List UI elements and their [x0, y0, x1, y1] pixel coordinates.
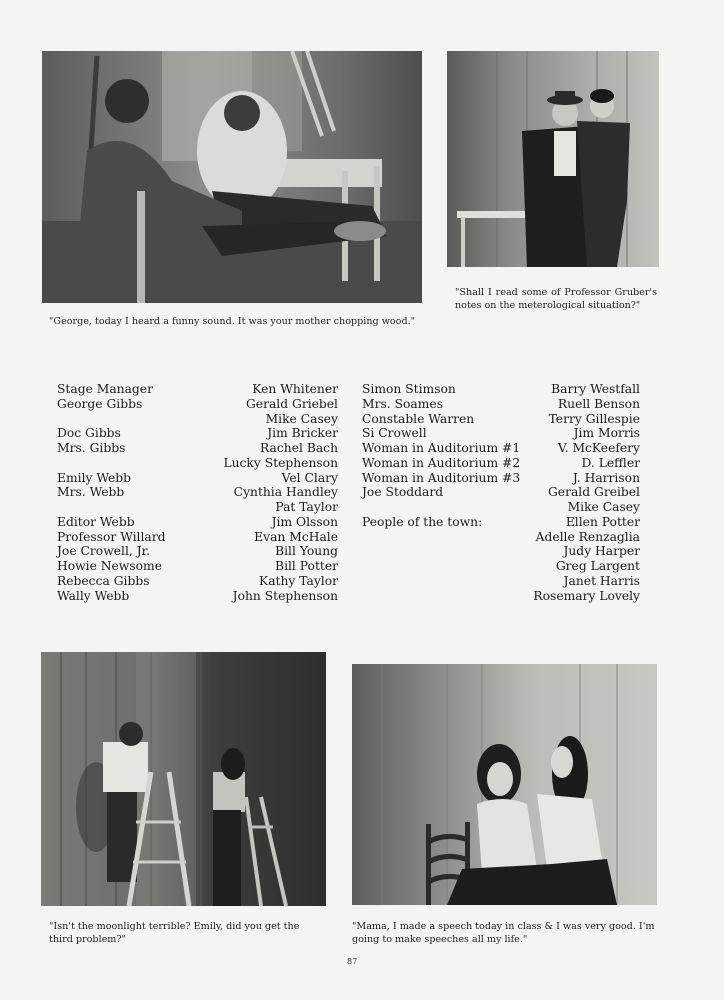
photo-caption: "George, today I heard a funny sound. It was your mother chopping wood." [49, 316, 416, 327]
photo-caption: "Mama, I made a speech today in class & I was very good. I'm going to make speeches all my life." [352, 921, 655, 945]
role-name: Emily Webb [57, 470, 132, 485]
actor-name: John Stephenson [232, 588, 338, 603]
cast-row [57, 589, 338, 604]
actor-name: Kathy Taylor [259, 573, 338, 588]
actor-name: Lucky Stephenson [223, 455, 338, 470]
actor-name: Rachel Bach [260, 441, 338, 455]
cast-row [57, 574, 338, 589]
role-name: Mrs. Webb [57, 485, 125, 500]
stage-scene-image [42, 51, 422, 303]
role-name: Joe Stoddard [362, 485, 444, 500]
role-name: Constable Warren [362, 411, 475, 426]
cast-row [362, 559, 640, 574]
cast-row [362, 500, 640, 515]
role-name: Professor Willard [57, 529, 166, 544]
cast-row [57, 426, 338, 441]
stage-scene-image [352, 664, 657, 905]
role-name: Mrs. Gibbs [57, 441, 126, 455]
photo-caption: "Shall I read some of Professor Gruber's notes on the meterological situation?" [455, 287, 657, 311]
actor-name: Bill Young [275, 544, 338, 559]
cast-row [57, 471, 338, 486]
actor-name: Cynthia Handley [233, 485, 338, 500]
photo-caption: "Isn't the moonlight terrible? Emily, did you get the third problem?" [49, 921, 300, 945]
actor-name: Vel Clary [281, 470, 338, 485]
cast-row [57, 382, 338, 397]
actor-name: Ken Whitener [252, 382, 338, 396]
actor-name: Ellen Potter [565, 514, 640, 529]
cast-row [57, 515, 338, 530]
actor-name: Adelle Renzaglia [535, 529, 640, 544]
actor-name: Jim Olsson [271, 514, 338, 529]
cast-row [57, 544, 338, 559]
actor-name: Barry Westfall [551, 382, 640, 396]
role-name: People of the town: [362, 514, 483, 529]
cast-row [362, 426, 640, 441]
actor-name: Janet Harris [563, 573, 640, 588]
actor-name: Gerald Greibel [547, 485, 640, 500]
role-name: Doc Gibbs [57, 426, 121, 441]
actor-name: Judy Harper [563, 544, 640, 559]
actor-name: Jim Morris [573, 426, 640, 441]
cast-row [362, 441, 640, 456]
actor-name: Pat Taylor [275, 500, 338, 514]
photo-ladders [41, 652, 326, 906]
role-name: Simon Stimson [362, 382, 456, 396]
role-name: Stage Manager [57, 382, 153, 396]
role-name: Woman in Auditorium #2 [362, 455, 521, 470]
actor-name: Mike Casey [265, 411, 338, 426]
page-number: 87 [347, 957, 358, 966]
cast-row [362, 471, 640, 486]
cast-row [362, 589, 640, 604]
actor-name: Gerald Griebel [245, 396, 338, 411]
stage-scene-image [447, 51, 659, 267]
cast-list-left [57, 382, 338, 603]
cast-row [57, 441, 338, 456]
cast-row [57, 500, 338, 515]
actor-name: Evan McHale [254, 529, 338, 544]
actor-name: Ruell Benson [557, 396, 640, 411]
role-name: Si Crowell [362, 426, 427, 441]
cast-row [362, 456, 640, 471]
cast-row [362, 397, 640, 412]
cast-list-right [362, 382, 640, 603]
role-name: Woman in Auditorium #3 [362, 470, 521, 485]
cast-row [57, 397, 338, 412]
cast-row [362, 412, 640, 427]
cast-row [57, 530, 338, 545]
cast-row [362, 485, 640, 500]
actor-name: Mike Casey [567, 500, 640, 514]
cast-row [362, 530, 640, 545]
role-name: Rebecca Gibbs [57, 573, 150, 588]
cast-row [362, 515, 640, 530]
photo-two-men-hat [447, 51, 659, 267]
actor-name: Jim Bricker [267, 426, 338, 441]
cast-row [57, 456, 338, 471]
photo-mama-daughter [352, 664, 657, 905]
cast-row [362, 574, 640, 589]
cast-row [57, 485, 338, 500]
role-name: Woman in Auditorium #1 [362, 441, 521, 455]
actor-name: Greg Largent [555, 559, 640, 573]
cast-row [362, 382, 640, 397]
actor-name: V. McKeefery [557, 441, 640, 455]
actor-name: D. Leffler [581, 455, 640, 470]
actor-name: Bill Potter [275, 559, 338, 573]
cast-row [57, 559, 338, 574]
actor-name: Terry Gillespie [548, 411, 640, 426]
role-name: Editor Webb [57, 514, 135, 529]
role-name: Wally Webb [57, 588, 130, 603]
actor-name: J. Harrison [572, 470, 640, 485]
role-name: George Gibbs [57, 396, 143, 411]
actor-name: Rosemary Lovely [533, 588, 640, 603]
stage-scene-image [41, 652, 326, 906]
role-name: Joe Crowell, Jr. [57, 544, 151, 559]
cast-row [362, 544, 640, 559]
photo-george-emily-table [42, 51, 422, 303]
role-name: Howie Newsome [57, 559, 162, 573]
cast-row [57, 412, 338, 427]
role-name: Mrs. Soames [362, 396, 444, 411]
